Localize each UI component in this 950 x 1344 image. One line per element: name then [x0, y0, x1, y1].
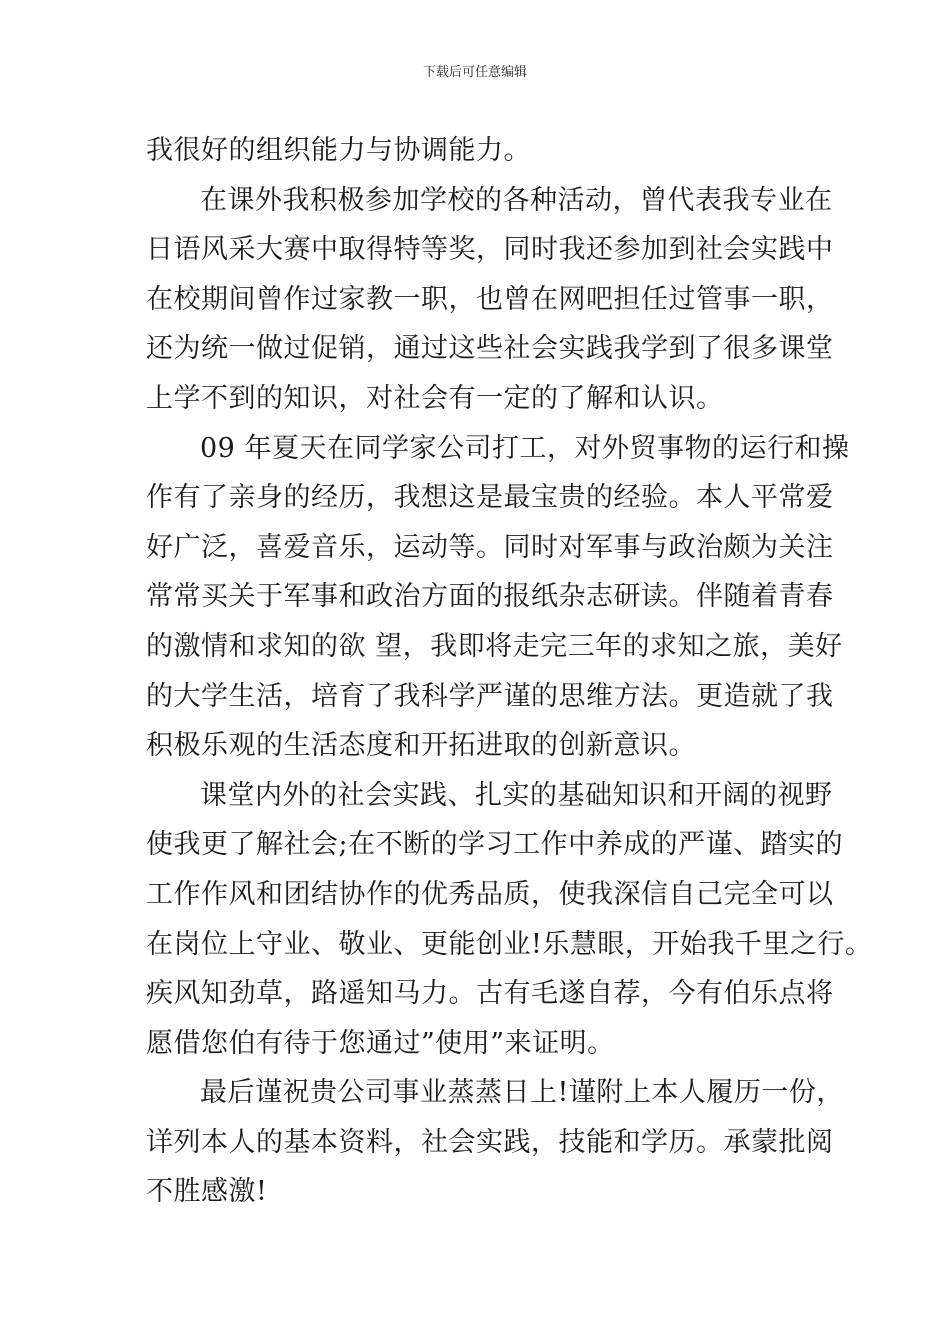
text-line: 我很好的组织能力与协调能力。 [146, 135, 531, 166]
text-line: 详列本人的基本资料，社会实践，技能和学历。承蒙批阅 [146, 1126, 834, 1158]
text-line: 的大学生活，培育了我科学严谨的思维方法。更造就了我 [146, 680, 834, 712]
text-line: 的激情和求知的欲 望，我即将走完三年的求知之旅，美好 [146, 630, 843, 662]
text-line: 好广泛，喜爱音乐，运动等。同时对军事与政治颇为关注 [146, 531, 834, 563]
text-line: 在岗位上守业、敬业、更能创业!乐慧眼，开始我千里之行。 [146, 928, 873, 960]
text-line: 疾风知劲草，路遥知马力。古有毛遂自荐，今有伯乐点将 [146, 978, 834, 1010]
text-line: 课堂内外的社会实践、扎实的基础知识和开阔的视野 [200, 779, 833, 811]
text-line: 最后谨祝贵公司事业蒸蒸日上!谨附上本人履历一份， [200, 1077, 844, 1109]
text-line: 使我更了解社会;在不断的学习工作中养成的严谨、踏实的 [146, 829, 844, 861]
text-line: 09 年夏天在同学家公司打工，对外贸事物的运行和操 [200, 432, 850, 464]
page-header: 下载后可任意编辑 [422, 65, 527, 80]
text-line: 积极乐观的生活态度和开拓进取的创新意识。 [146, 730, 696, 762]
document-body [146, 126, 873, 1217]
text-line: 还为统一做过促销，通过这些社会实践我学到了很多课堂 [146, 333, 834, 365]
text-line: 在校期间曾作过家教一职，也曾在网吧担任过管事一职， [146, 283, 834, 315]
text-line: 不胜感激! [146, 1176, 268, 1208]
text-line: 日语风采大赛中取得特等奖，同时我还参加到社会实践中 [146, 234, 834, 266]
text-line: 上学不到的知识，对社会有一定的了解和认识。 [146, 382, 724, 414]
text-line: 常常买关于军事和政治方面的报纸杂志研读。伴随着青春 [146, 581, 834, 613]
text-line: 在课外我积极参加学校的各种活动，曾代表我专业在 [200, 184, 833, 216]
text-line: 工作作风和团结协作的优秀品质，使我深信自己完全可以 [146, 878, 834, 910]
text-line: 作有了亲身的经历，我想这是最宝贵的经验。本人平常爱 [146, 482, 834, 514]
text-line: 愿借您伯有待于您通过”使用”来证明。 [146, 1027, 615, 1059]
